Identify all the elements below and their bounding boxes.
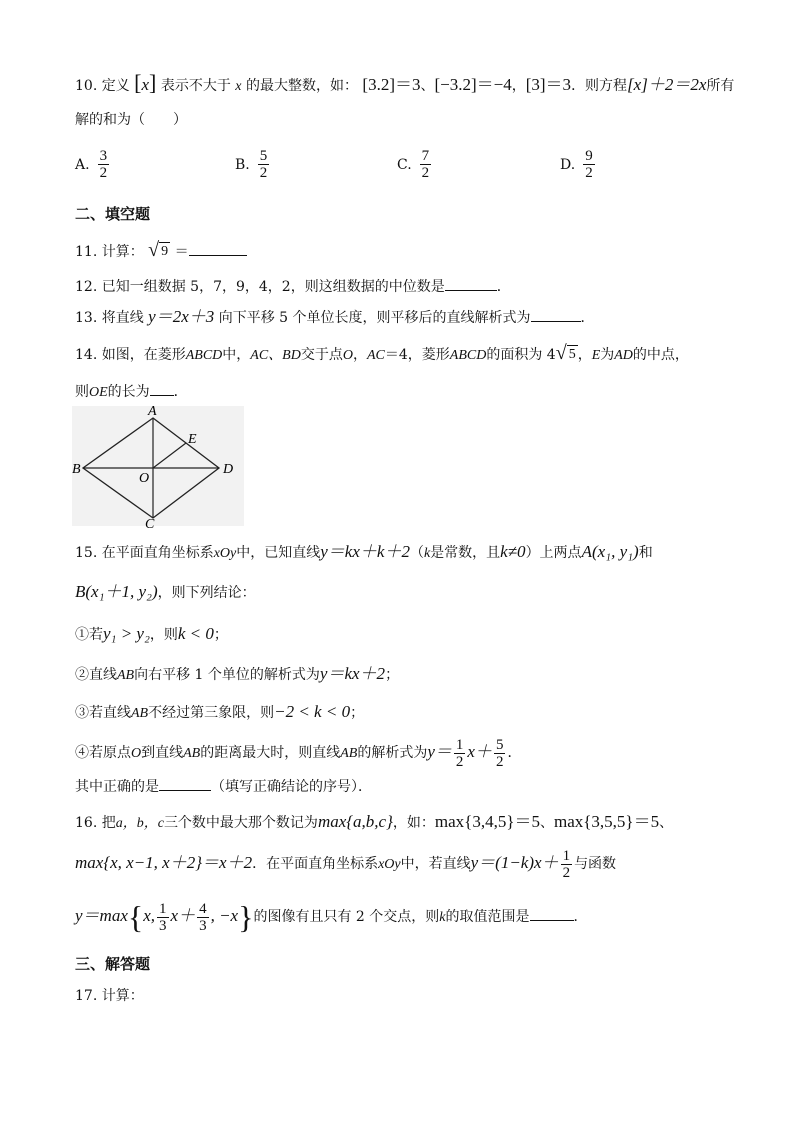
denominator: 2 (495, 753, 504, 770)
rhombus-figure (66, 400, 246, 530)
left-brace: { (127, 899, 144, 935)
q15-conclusion-2 (75, 664, 399, 686)
q14-text: ． (173, 384, 188, 400)
q17: 17. 计算： (75, 988, 144, 1004)
q15-text: 到直线 (141, 745, 184, 761)
q13-text: ． (580, 310, 595, 326)
q15-line-equation: y＝kx＋k＋2 (320, 542, 410, 561)
q14-text: 中， (222, 347, 251, 363)
label-d: D (223, 462, 234, 477)
q10-text: 、 (420, 78, 435, 94)
floor-x-notation: [x] (134, 70, 157, 95)
q14-text: ＝4，菱形 (384, 347, 450, 363)
q11-text: ＝ (174, 244, 189, 260)
option-label: B. (235, 156, 250, 173)
q14-text: 为 (600, 347, 615, 363)
q16-text: 、 (659, 815, 674, 831)
q14-text: ， (577, 347, 592, 363)
figure-background (72, 406, 244, 526)
q15-text: 的距离最大时，则直线 (200, 745, 341, 761)
q15-text: 向右平移 1 个单位的解析式为 (134, 667, 320, 683)
max-arg-1: x, (143, 906, 156, 925)
label-c: C (145, 517, 155, 530)
q16-text: 三个数中最大那个数记为 (163, 815, 318, 831)
q14-line1 (75, 343, 689, 366)
point-a: A(x₁, y₁) (581, 542, 639, 561)
max-notation: max{a,b,c} (317, 812, 393, 831)
numerator: 9 (585, 148, 593, 164)
option-label: C. (397, 156, 412, 173)
right-brace: } (238, 899, 254, 935)
var-ab: AB (131, 706, 149, 721)
denominator: 2 (455, 753, 464, 770)
q15-conclusion-1 (75, 624, 228, 645)
max-example-2: max{3,5,5}＝5 (554, 812, 660, 831)
denominator: 2 (562, 864, 571, 881)
answer-blank[interactable] (189, 241, 247, 256)
c4-x: x＋ (467, 742, 492, 761)
q15-text: 不经过第三象限，则 (148, 705, 275, 721)
q10-example-2: [−3.2]＝−4 (434, 75, 512, 94)
section-heading-fill-blank: 二、填空题 (75, 205, 151, 223)
q10-option-b (235, 148, 271, 181)
c2-equation: y＝kx＋2 (319, 664, 386, 683)
max-arg-3: , −x (210, 906, 239, 925)
label-a: A (148, 404, 157, 419)
fraction-five-half (494, 737, 506, 770)
q16-line-equation: y＝(1−k)x＋ (470, 853, 559, 872)
q15-text: 是常数，且 (430, 545, 501, 561)
q14-text: 交于点 (300, 347, 343, 363)
max-example-3: max{x, x−1, x＋2}＝x＋2 (75, 853, 253, 872)
radicand: 9 (161, 244, 169, 259)
denominator: 2 (421, 165, 430, 181)
var-x: x (235, 79, 242, 94)
q15-text: ④若原点 (75, 745, 131, 761)
var-ab: AB (183, 746, 201, 761)
q15-text: （填写正确结论的序号）． (211, 779, 372, 795)
q15-line1 (75, 542, 653, 564)
numerator: 3 (99, 148, 108, 164)
q10-text: 所有 (706, 78, 735, 94)
q16-line3 (75, 896, 588, 938)
q15-text: 其中正确的是 (75, 779, 159, 795)
max-arg-2: x＋ (170, 906, 196, 925)
var-abcd: ABCD (449, 348, 487, 363)
q15-text: ，则 (149, 627, 178, 643)
q10-option-c (397, 148, 433, 181)
q16-line1 (75, 812, 673, 834)
q15-text: 15. 在平面直角坐标系 (75, 545, 214, 561)
option-fraction (420, 148, 432, 181)
answer-blank[interactable] (530, 906, 574, 921)
q10-example-1: [3.2]＝3 (362, 75, 421, 94)
q13-text: 向下平移 5 个单位长度，则平移后的直线解析式为 (218, 310, 531, 326)
var-ac-bd: AC、BD (250, 348, 301, 363)
k-not-zero: k≠0 (500, 542, 526, 561)
q13-equation: y＝2x＋3 (148, 307, 215, 326)
q10-text: ．则方程 (571, 78, 628, 94)
option-fraction (98, 148, 110, 181)
numerator: 1 (455, 736, 464, 753)
var-oe: OE (89, 385, 108, 400)
var-ab: AB (117, 668, 135, 683)
answer-blank[interactable] (445, 276, 497, 291)
fraction-one-half (454, 737, 466, 770)
max-example-1: max{3,4,5}＝5 (434, 812, 540, 831)
q10-text: 的最大整数，如： (245, 78, 358, 94)
denominator: 2 (99, 165, 108, 181)
c1-condition: y₁ > y₂ (103, 624, 150, 643)
c4-y: y＝ (427, 742, 452, 761)
q12-text: ． (496, 279, 511, 295)
var-abc: a，b，c (115, 816, 164, 831)
label-o: O (139, 471, 150, 486)
q10-line1 (75, 70, 735, 97)
var-k: k (423, 546, 431, 561)
q10-text: ， (511, 78, 526, 94)
point-b: B(x₁＋1, y₂) (75, 582, 158, 601)
numerator: 5 (259, 148, 268, 164)
var-ad: AD (614, 348, 633, 363)
var-e: E (591, 348, 601, 363)
numerator: 7 (421, 148, 430, 164)
q15-line2 (75, 582, 256, 603)
sqrt-symbol: √ 9 (148, 239, 169, 261)
q11-text: 11. 计算： (75, 244, 144, 260)
var-o: O (342, 348, 353, 363)
q16-line2 (75, 846, 616, 882)
numerator: 4 (199, 900, 207, 917)
q14-text: 则 (75, 384, 89, 400)
q13 (75, 307, 595, 328)
q15-text: 中，已知直线 (236, 545, 321, 561)
q11 (75, 240, 247, 262)
q14-text: 的长为 (107, 384, 150, 400)
q15-conclusion-3 (75, 702, 364, 724)
denominator: 3 (159, 917, 167, 934)
q16-text: ．在平面直角坐标系 (252, 856, 379, 872)
var-ab: AB (340, 746, 358, 761)
option-label: D. (560, 156, 576, 173)
q15-text: ①若 (75, 627, 103, 643)
var-ac: AC (366, 348, 385, 363)
section-heading-solve: 三、解答题 (75, 955, 151, 973)
q10-text: 10. 定义 (75, 78, 130, 94)
q16-text: 的图像有且只有 2 个交点，则 (253, 909, 440, 925)
q13-text: 13. 将直线 (75, 310, 144, 326)
q15-text: （ (409, 545, 424, 561)
q16-text: ，如： (392, 815, 435, 831)
q12-text: 12. 已知一组数据 5，7，9，4，2，则这组数据的中位数是 (75, 279, 445, 295)
q15-conclusion-4 (75, 735, 521, 771)
c3-inequality: −2 < k < 0 (274, 702, 351, 721)
q16-text: ． (573, 909, 588, 925)
q16-text: 的取值范围是 (445, 909, 530, 925)
q10-option-a (75, 148, 111, 181)
var-k: k (439, 910, 446, 925)
q15-text: ）上两点 (525, 545, 582, 561)
denominator: 2 (585, 165, 593, 181)
answer-blank[interactable] (531, 307, 581, 322)
q14-text: 的面积为 4 (486, 347, 556, 363)
c1-result: k < 0 (177, 624, 214, 643)
max-function: y＝max (75, 906, 128, 925)
q12 (75, 276, 511, 297)
q10-line2: 解的和为（ ） (75, 112, 187, 128)
q15-end (75, 776, 372, 797)
q10-option-d (560, 148, 597, 181)
q15-text: ； (385, 667, 400, 683)
option-fraction (258, 148, 270, 181)
q14-text: 14. 如图，在菱形 (75, 347, 186, 363)
q16-text: 与函数 (574, 856, 617, 872)
sqrt-symbol: √ 5 (555, 342, 576, 364)
fraction-one-third (157, 901, 169, 934)
q15-text: ； (350, 705, 365, 721)
denominator: 2 (259, 165, 268, 181)
q15-text: 和 (638, 545, 653, 561)
fraction-four-thirds (197, 901, 209, 934)
q15-text: ③若直线 (75, 705, 131, 721)
numerator: 5 (495, 736, 504, 753)
q14-text: 的中点， (632, 347, 689, 363)
numerator: 1 (159, 900, 167, 917)
var-xoy: xOy (378, 857, 401, 872)
var-xoy: xOy (213, 546, 237, 561)
q15-text: 的解析式为 (357, 745, 428, 761)
q15-text: ． (507, 745, 522, 761)
q10-equation: [x]＋2＝2x (627, 75, 707, 94)
q16-text: 、 (540, 815, 554, 831)
q15-text: ； (213, 627, 228, 643)
label-b: B (72, 462, 81, 477)
option-fraction (583, 148, 595, 181)
q16-text: 16. 把 (75, 815, 116, 831)
q14-text: ， (352, 347, 367, 363)
radicand: 5 (568, 347, 576, 362)
q15-text: ②直线 (75, 667, 117, 683)
option-label: A. (75, 156, 90, 173)
fraction-one-half (561, 848, 573, 881)
numerator: 1 (562, 847, 571, 864)
label-e: E (188, 432, 197, 447)
q10-text: 表示不大于 (160, 78, 231, 94)
var-abcd: ABCD (185, 348, 223, 363)
q16-text: 中，若直线 (400, 856, 471, 872)
denominator: 3 (199, 917, 207, 934)
answer-blank[interactable] (159, 776, 211, 791)
var-o: O (131, 746, 142, 761)
answer-blank[interactable] (150, 381, 174, 396)
q10-example-3: [3]＝3 (525, 75, 572, 94)
q15-text: ，则下列结论： (157, 585, 256, 601)
